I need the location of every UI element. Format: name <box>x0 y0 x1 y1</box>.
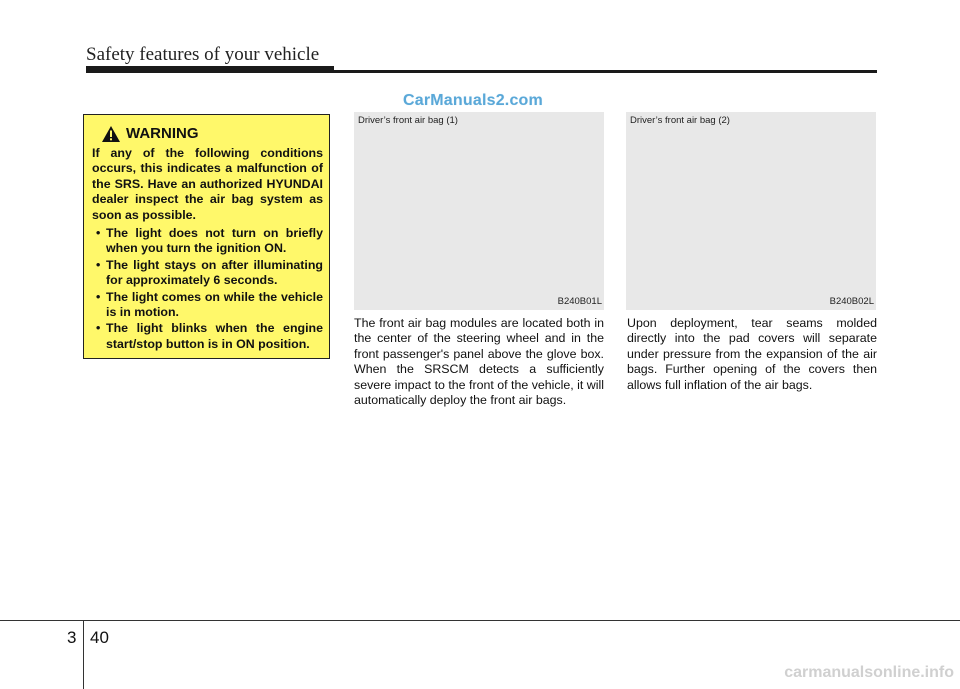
page-number: 40 <box>90 628 109 647</box>
warning-header <box>102 125 323 142</box>
figure-drivers-air-bag-2 <box>626 112 876 310</box>
warning-item: • The light comes on while the vehicle is in motion. <box>92 290 323 321</box>
figure-caption: Driver’s front air bag (1) <box>358 115 458 126</box>
warning-item: • The light does not turn on briefly when you turn the ignition ON. <box>92 226 323 257</box>
paragraph-front-air-bag-modules: The front air bag modules are located both in the center of the steering wheel and in the front passenger's panel above the glove box. When the SRSCM detects a sufficiently severe impact to the front of the vehicle, it will automatically deploy the front air bags. <box>354 316 604 408</box>
footer-rule <box>0 620 960 621</box>
header-title: Safety features of your vehicle <box>86 44 320 65</box>
watermark-bottom[interactable]: carmanualsonline.info <box>784 664 954 681</box>
warning-intro: If any of the following conditions occurs, this indicates a malfunction of the SRS. Have an authorized HYUNDAI dealer inspect the air bag system as soon as possible. <box>92 146 323 222</box>
warning-box <box>83 114 330 359</box>
figure-drivers-air-bag-1 <box>354 112 604 310</box>
figure-caption: Driver’s front air bag (2) <box>630 115 730 126</box>
header-rule <box>86 70 877 73</box>
warning-list <box>92 226 323 352</box>
figure-code: B240B01L <box>557 296 602 307</box>
warning-triangle-icon <box>102 126 120 142</box>
footer-divider <box>83 620 84 689</box>
figure-code: B240B02L <box>829 296 874 307</box>
warning-item: • The light stays on after illuminating for approximately 6 seconds. <box>92 258 323 289</box>
warning-title: WARNING <box>126 125 199 142</box>
page-chapter: 3 <box>67 628 77 647</box>
watermark-top[interactable]: CarManuals2.com <box>403 92 543 109</box>
paragraph-deployment: Upon deployment, tear seams molded directly into the pad covers will separate under pressure from the expansion of the air bags. Further opening of the covers then allows full inflation of the air bags. <box>627 316 877 392</box>
warning-item: • The light blinks when the engine start/stop button is in ON position. <box>92 321 323 352</box>
